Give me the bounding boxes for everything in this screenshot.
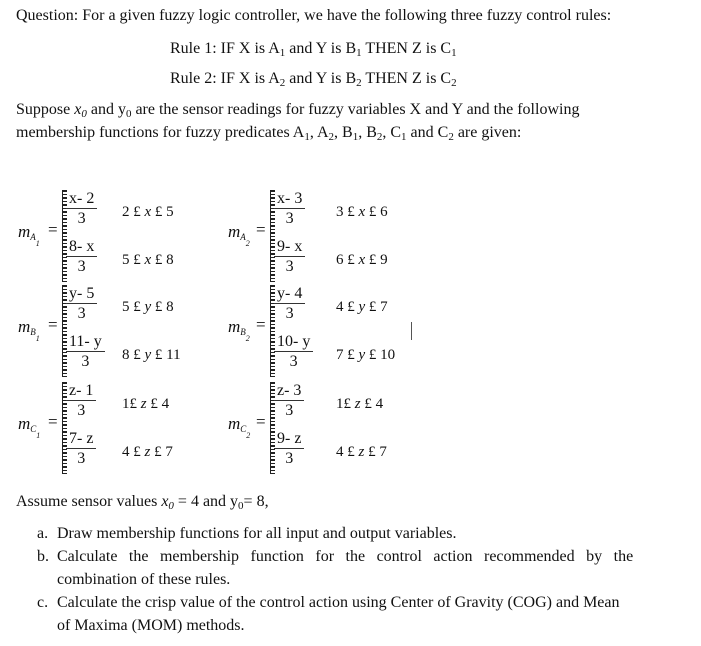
- task-b-cont: combination of these rules.: [57, 571, 231, 588]
- x0-var: x: [161, 493, 169, 510]
- condition-part: z: [144, 444, 151, 460]
- numerator: z- 3: [274, 382, 304, 401]
- denominator: 3: [77, 450, 86, 467]
- subscript-index: 2: [245, 334, 250, 343]
- condition-part: y: [144, 299, 152, 315]
- condition-part: x: [144, 252, 152, 268]
- suppose-text: , B: [358, 124, 377, 141]
- condition-part: £ 5: [151, 204, 174, 220]
- mu-symbol: m: [18, 414, 31, 433]
- x0-var: x: [74, 101, 82, 118]
- task-label: c.: [37, 594, 49, 611]
- condition-part: £ 7: [364, 444, 387, 460]
- suppose-text: and y: [86, 101, 126, 118]
- equation-mA2: [0, 188, 701, 284]
- numerator: 9- x: [274, 238, 305, 257]
- sub: 2: [376, 131, 383, 143]
- condition-part: £ 10: [365, 347, 396, 363]
- y0-sub: 0: [125, 108, 132, 120]
- subscript-letter: B: [30, 327, 36, 337]
- denominator: 3: [77, 210, 86, 227]
- condition-part: £ 7: [365, 299, 388, 315]
- equals-sign: =: [256, 220, 266, 239]
- denominator: 3: [285, 402, 294, 419]
- numerator: x- 3: [274, 190, 305, 209]
- subscript-letter: A: [30, 232, 36, 242]
- equation-lhs: [228, 317, 250, 343]
- rule-1-prefix: Rule 1: IF X is A: [170, 40, 280, 57]
- task-label: b.: [37, 548, 49, 565]
- rule-2-sub-c: 2: [451, 77, 457, 89]
- subscript-letter: C: [30, 424, 37, 434]
- condition-part: 1£: [336, 396, 355, 412]
- suppose-line-2: [16, 124, 521, 142]
- fraction: [274, 382, 304, 421]
- equals-sign: =: [256, 315, 266, 334]
- condition-part: 7 £: [336, 347, 359, 363]
- rule-2-prefix: Rule 2: IF X is A: [170, 70, 280, 87]
- condition-part: z: [140, 396, 147, 412]
- numerator: 10- y: [274, 333, 313, 352]
- equation-mC2: [0, 380, 701, 476]
- condition-part: x: [358, 204, 366, 220]
- task-c: [37, 594, 620, 612]
- condition-part: y: [358, 299, 366, 315]
- condition-part: 8 £: [122, 347, 145, 363]
- mu-symbol: m: [228, 222, 241, 241]
- denominator: 3: [285, 258, 294, 275]
- condition-part: z: [358, 444, 365, 460]
- rule-1-sub-a: 1: [279, 47, 286, 59]
- condition-part: x: [144, 204, 152, 220]
- sub: 1: [401, 131, 407, 143]
- rule-2-sub-a: 2: [279, 77, 286, 89]
- y0-sub: 0: [238, 500, 244, 512]
- subscript-index: 1: [36, 431, 41, 440]
- task-text: Draw membership functions for all input and output variables.: [57, 525, 457, 542]
- numerator: y- 5: [66, 285, 97, 304]
- condition: [336, 204, 388, 221]
- denominator: 3: [77, 305, 86, 322]
- x0-sub: 0: [168, 500, 174, 512]
- denominator: 3: [77, 258, 86, 275]
- assume-text: = 4 and y: [173, 493, 239, 510]
- fraction: [274, 333, 313, 372]
- condition-part: £ 4: [146, 396, 170, 412]
- condition-part: 4 £: [122, 444, 145, 460]
- rule-2-mid: and Y is B: [285, 70, 357, 87]
- condition: [336, 347, 395, 364]
- mu-symbol: m: [228, 317, 241, 336]
- condition-part: 2 £: [122, 204, 145, 220]
- denominator: 3: [81, 353, 90, 370]
- suppose-text: and C: [406, 124, 449, 141]
- denominator: 3: [285, 450, 294, 467]
- mu-subscript: [240, 327, 250, 343]
- condition-part: 3 £: [336, 204, 359, 220]
- condition-part: £ 8: [151, 252, 174, 268]
- condition-part: £ 11: [151, 347, 181, 363]
- suppose-text: , A: [309, 124, 329, 141]
- rule-1-mid: and Y is B: [285, 40, 357, 57]
- condition-part: y: [358, 347, 366, 363]
- subscript-index: 2: [245, 239, 250, 248]
- fraction: [274, 430, 304, 469]
- subscript-letter: C: [240, 424, 247, 434]
- denominator: 3: [285, 305, 294, 322]
- sub: 1: [304, 131, 310, 143]
- equals-sign: =: [48, 220, 58, 239]
- condition-part: £ 7: [150, 444, 173, 460]
- condition-part: 5 £: [122, 299, 145, 315]
- subscript-letter: B: [240, 327, 246, 337]
- numerator: 9- z: [274, 430, 304, 449]
- rule-2-sub-b: 2: [356, 77, 362, 89]
- denominator: 3: [289, 353, 298, 370]
- sub: 1: [352, 131, 359, 143]
- fraction: [274, 238, 305, 277]
- condition-part: 1£: [122, 396, 141, 412]
- fraction: [274, 190, 305, 229]
- subscript-letter: A: [240, 232, 246, 242]
- condition-part: y: [144, 347, 152, 363]
- assume-line: [16, 493, 269, 511]
- numerator: 7- z: [66, 430, 96, 449]
- condition: [336, 444, 387, 461]
- equation-lhs: [228, 222, 250, 248]
- task-b: [37, 548, 677, 566]
- suppose-text: , B: [334, 124, 353, 141]
- rule-2: [170, 70, 457, 88]
- numerator: z- 1: [66, 382, 96, 401]
- condition-part: £ 4: [360, 396, 384, 412]
- mu-subscript: [240, 232, 250, 248]
- assume-text: = 8,: [243, 493, 269, 510]
- mu-symbol: m: [18, 317, 31, 336]
- sub: 2: [448, 131, 454, 143]
- rule-1-sub-b: 1: [356, 47, 362, 59]
- numerator: 8- x: [66, 238, 97, 257]
- assume-text: Assume sensor values: [16, 493, 162, 510]
- subscript-index: 1: [35, 334, 40, 343]
- rule-1-mid2: THEN Z is C: [361, 40, 452, 57]
- condition: [336, 396, 383, 413]
- suppose-line-1: [16, 101, 579, 119]
- mu-symbol: m: [18, 222, 31, 241]
- condition-part: £ 9: [365, 252, 388, 268]
- rule-2-mid2: THEN Z is C: [361, 70, 452, 87]
- sub: 2: [328, 131, 335, 143]
- rule-1-sub-c: 1: [451, 47, 457, 59]
- subscript-index: 1: [35, 239, 40, 248]
- condition: [336, 299, 388, 316]
- numerator: y- 4: [274, 285, 305, 304]
- condition-part: x: [358, 252, 366, 268]
- condition-part: 5 £: [122, 252, 145, 268]
- task-text: Calculate the membership function for the control action recommended by the: [57, 548, 634, 565]
- question-intro: Question: For a given fuzzy logic controller, we have the following three fuzzy control rules:: [16, 7, 612, 24]
- suppose-text: Suppose: [16, 101, 75, 118]
- task-text: Calculate the crisp value of the control action using Center of Gravity (COG) and Mean: [57, 594, 620, 611]
- mu-symbol: m: [228, 414, 241, 433]
- task-label: a.: [37, 525, 49, 542]
- numerator: x- 2: [66, 190, 97, 209]
- equation-mB2: [0, 283, 701, 379]
- task-c-cont: of Maxima (MOM) methods.: [57, 617, 245, 634]
- equals-sign: =: [48, 412, 58, 431]
- task-a: [37, 525, 456, 543]
- suppose-text: , C: [382, 124, 402, 141]
- stray-mark: [411, 322, 412, 340]
- condition-part: 4 £: [336, 444, 359, 460]
- denominator: 3: [285, 210, 294, 227]
- condition-part: £ 8: [151, 299, 174, 315]
- numerator: 11- y: [66, 333, 105, 352]
- condition-part: £ 6: [365, 204, 388, 220]
- mu-subscript: [240, 424, 251, 440]
- equals-sign: =: [256, 412, 266, 431]
- x0-sub: 0: [81, 108, 87, 120]
- suppose-text: are the sensor readings for fuzzy variables X and Y and the following: [131, 101, 580, 118]
- suppose-text: are given:: [453, 124, 522, 141]
- rule-1: [170, 40, 457, 58]
- denominator: 3: [77, 402, 86, 419]
- condition: [336, 252, 388, 269]
- condition-part: 4 £: [336, 299, 359, 315]
- condition-part: z: [354, 396, 361, 412]
- subscript-index: 2: [246, 431, 251, 440]
- fraction: [274, 285, 305, 324]
- equals-sign: =: [48, 315, 58, 334]
- condition-part: 6 £: [336, 252, 359, 268]
- equation-lhs: [228, 414, 251, 440]
- suppose-text: membership functions for fuzzy predicates A: [16, 124, 305, 141]
